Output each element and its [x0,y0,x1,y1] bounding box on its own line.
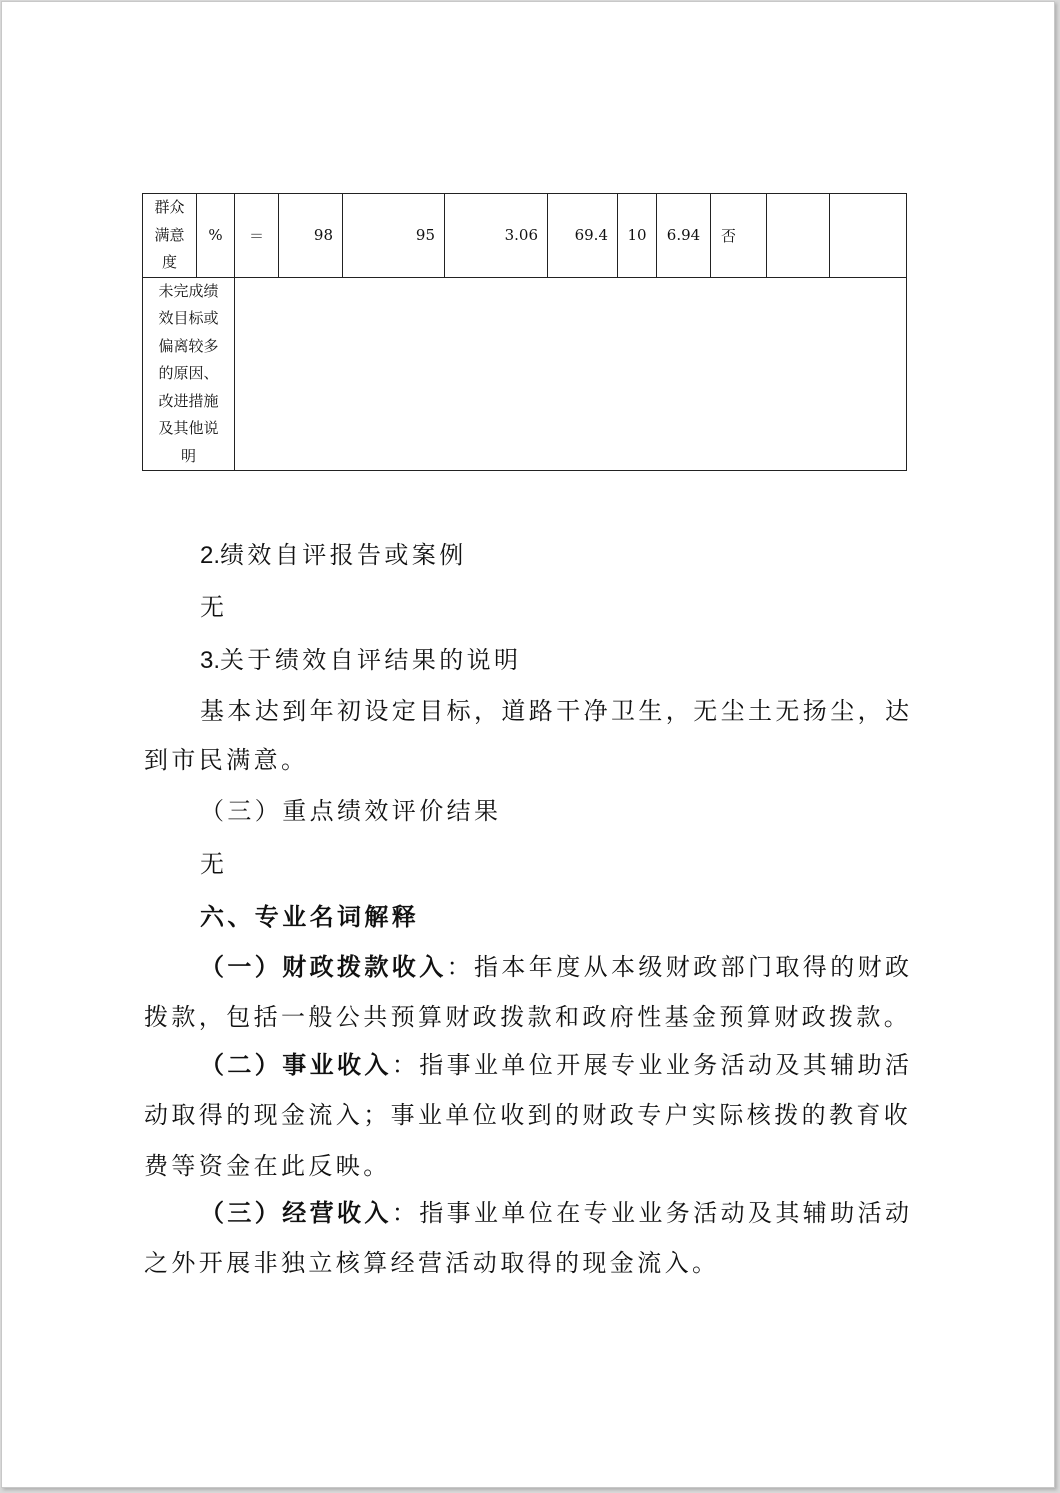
paragraph-none-1: 无 [200,593,228,621]
term-business-income: （二）事业收入 [200,1050,392,1079]
paragraph-line: 到市民满意。 [144,746,309,774]
deviation-cell: 否 [711,194,767,278]
paragraph-line: 拨款，包括一般公共预算财政拨款和政府性基金预算财政拨款。 [144,1003,912,1031]
score-cell: 6.94 [657,194,711,278]
operator-cell: ＝ [235,194,279,278]
paragraph-line: 动取得的现金流入；事业单位收到的财政专户实际核拨的教育收 [144,1101,912,1129]
extra-cell-1 [767,194,830,278]
term-operating-income: （三）经营收入 [200,1198,392,1227]
indicator-label-cell: 群众 满意 度 [143,194,197,278]
actual-value-cell: 95 [343,194,445,278]
paragraph-line: 费等资金在此反映。 [144,1152,391,1180]
paragraph-none-2: 无 [200,850,228,878]
target-value-cell: 98 [279,194,343,278]
document-page [1,1,1055,1488]
table-row [143,194,907,278]
unit-cell: % [197,194,235,278]
table-row [143,277,907,471]
definition-line: （三）经营收入：指事业单位在专业业务活动及其辅助活动 [200,1198,913,1227]
weight-cell: 3.06 [445,194,548,278]
extra-cell-2 [830,194,907,278]
section-heading-2: 2.绩效自评报告或案例 [200,541,467,569]
full-score-cell: 10 [618,194,657,278]
section-heading-3: 3.关于绩效自评结果的说明 [200,646,522,674]
score-rate-cell: 69.4 [548,194,618,278]
definition-line: （一）财政拨款收入：指本年度从本级财政部门取得的财政 [200,952,913,981]
paragraph-line: 基本达到年初设定目标，道路干净卫生，无尘土无扬尘，达 [200,697,913,725]
performance-table [142,193,907,471]
reason-content-cell [235,277,907,471]
chapter-heading-six: 六、专业名词解释 [200,902,420,931]
reason-label-cell: 未完成绩 效目标或 偏离较多 的原因、 改进措施 及其他说 明 [143,277,235,471]
term-fiscal-appropriation: （一）财政拨款收入 [200,952,447,981]
section-heading-key-eval: （三）重点绩效评价结果 [200,797,502,825]
paragraph-line: 之外开展非独立核算经营活动取得的现金流入。 [144,1249,720,1277]
definition-line: （二）事业收入：指事业单位开展专业业务活动及其辅助活 [200,1050,913,1079]
